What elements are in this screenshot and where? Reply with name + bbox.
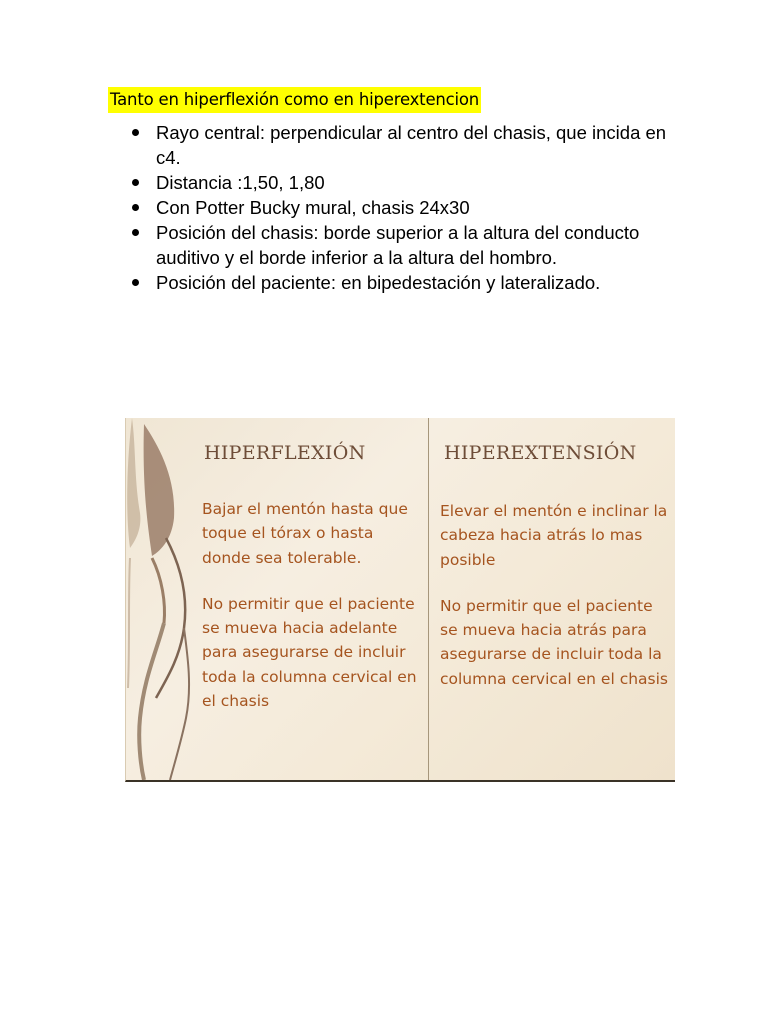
bullet-item — [132, 220, 692, 270]
hiperflexion-text — [202, 497, 422, 713]
column-divider — [428, 418, 429, 780]
hiperflexion-title: HIPERFLEXIÓN — [204, 442, 366, 464]
bullet-dot-icon — [132, 129, 139, 136]
hiperextension-paragraph-1: Elevar el mentón e inclinar la cabeza hacia atrás lo mas posible — [440, 502, 668, 569]
bullet-item — [132, 120, 692, 170]
bullet-dot-icon — [132, 279, 139, 286]
bullet-dot-icon — [132, 204, 139, 211]
hiperextension-paragraph-2: No permitir que el paciente se mueva hacia atrás para asegurarse de incluir toda la columna cervical en el chasis — [440, 596, 669, 688]
highlighted-heading: Tanto en hiperflexión como en hiperextencion — [108, 87, 481, 113]
hiperflexion-paragraph-1: Bajar el mentón hasta que toque el tórax o hasta donde sea tolerable. — [202, 500, 408, 567]
hiperextension-text — [440, 499, 672, 691]
bullet-text: Con Potter Bucky mural, chasis 24x30 — [156, 197, 470, 218]
bullet-list — [132, 120, 692, 295]
bullet-text: Posición del paciente: en bipedestación y lateralizado. — [156, 272, 601, 293]
bullet-text: Distancia :1,50, 1,80 — [156, 172, 325, 193]
hiperextension-title: HIPEREXTENSIÓN — [444, 442, 637, 464]
bullet-item — [132, 170, 692, 195]
bullet-text: Posición del chasis: borde superior a la altura del conducto auditivo y el borde inferior a la altura del hombro. — [156, 222, 640, 268]
bullet-text: Rayo central: perpendicular al centro del chasis, que incida en c4. — [156, 122, 667, 168]
hiperflexion-paragraph-2: No permitir que el paciente se mueva hacia adelante para asegurarse de incluir toda la columna cervical en el chasis — [202, 594, 417, 711]
bullet-item — [132, 270, 692, 295]
bullet-item — [132, 195, 692, 220]
dried-leaf-decoration — [126, 418, 206, 780]
bullet-dot-icon — [132, 229, 139, 236]
comparison-figure — [125, 418, 675, 782]
bullet-dot-icon — [132, 179, 139, 186]
